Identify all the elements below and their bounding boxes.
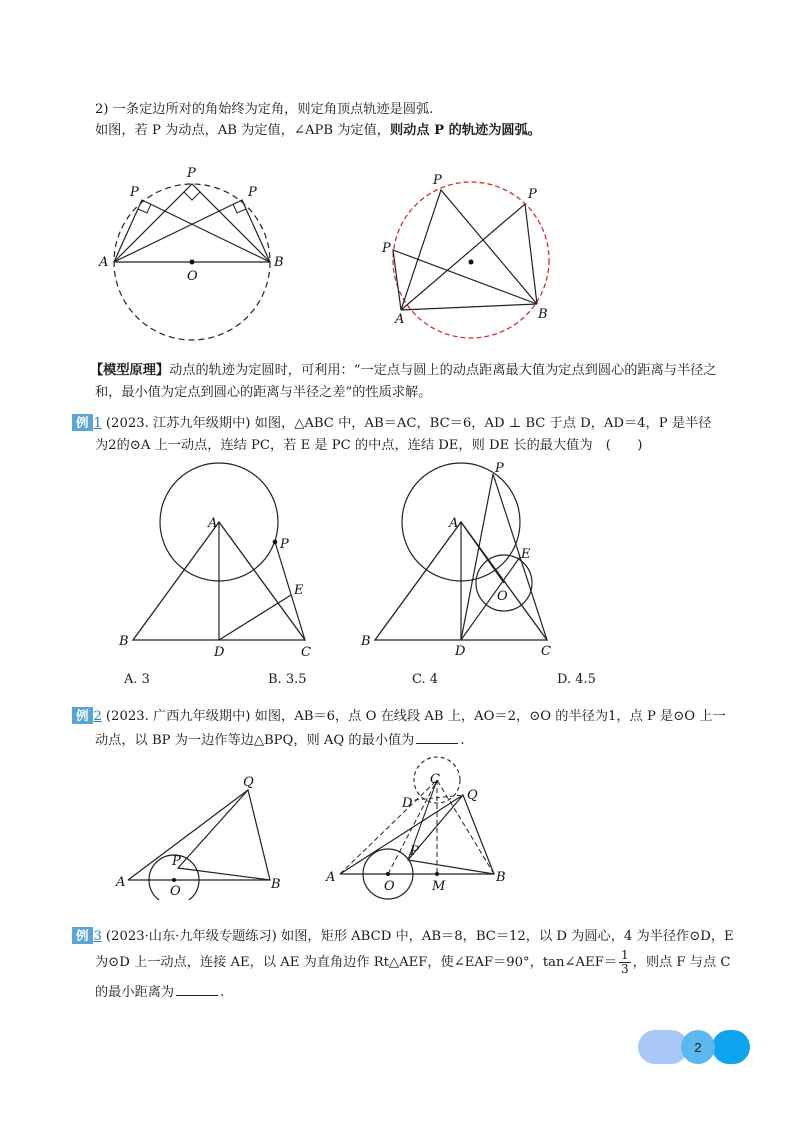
segment-de bbox=[219, 595, 291, 640]
label-b: B bbox=[496, 870, 506, 885]
example2-figure-right bbox=[320, 755, 520, 900]
answer-blank bbox=[416, 731, 458, 744]
figure-fixed-angle-circle bbox=[375, 170, 565, 340]
label-a: A bbox=[99, 255, 109, 270]
page-decoration-dot-right bbox=[712, 1030, 750, 1064]
example3-line1 bbox=[72, 927, 734, 946]
label-e: E bbox=[294, 583, 304, 598]
example1-line2: 为2的⊙A 上一动点，连结 PC，若 E 是 PC 的中点，连结 DE，则 DE 长的最大值为 ( ) bbox=[95, 438, 643, 453]
example2-text: (2023. 广西九年级期中) 如图，AB＝6，点 O 在线段 AB 上，AO＝2，⊙O 的半径为1，点 P 是⊙O 上一 bbox=[105, 709, 726, 724]
center-o bbox=[386, 872, 390, 876]
triangle-bpq bbox=[408, 795, 494, 874]
label-o: O bbox=[187, 269, 198, 284]
example2-badge: 例 bbox=[72, 707, 93, 724]
example3-line3 bbox=[95, 983, 224, 1002]
model-label: 【模型原理】 bbox=[90, 363, 170, 378]
example2-line1 bbox=[72, 707, 726, 726]
label-a: A bbox=[326, 870, 336, 885]
label-p: P bbox=[172, 854, 181, 869]
model-text: 动点的轨迹为定圆时，可利用：“一定点与圆上的动点距离最大值为定点到圆心的距离与半径之 bbox=[169, 363, 717, 378]
label-b: B bbox=[361, 634, 371, 649]
choice-a: A. 3 bbox=[124, 672, 150, 687]
label-p: P bbox=[495, 461, 504, 476]
triangle-p3 bbox=[393, 250, 537, 310]
example3-text-2: 为⊙D 上一动点，连接 AE，以 AE 为直角边作 Rt△AEF，使∠EAF＝90°，tan∠AEF＝ bbox=[95, 955, 618, 970]
label-a: A bbox=[395, 312, 405, 327]
label-p-right: P bbox=[248, 185, 257, 200]
dashed-ac bbox=[340, 780, 437, 874]
label-c: C bbox=[301, 645, 311, 660]
example3-text: (2023·山东·九年级专题练习) 如图，矩形 ABCD 中，AB＝8，BC＝12，以 D 为圆心，4 为半径作⊙D，E bbox=[105, 929, 734, 944]
label-p: P bbox=[410, 844, 419, 859]
choice-b: B. 3.5 bbox=[268, 672, 307, 687]
triangle-p2 bbox=[401, 204, 537, 310]
triangle-bpq bbox=[178, 790, 270, 880]
label-d: D bbox=[455, 644, 466, 659]
center-dot bbox=[190, 260, 195, 265]
example2-number: 2 bbox=[93, 709, 102, 724]
example1-line1 bbox=[72, 414, 711, 433]
point-p bbox=[273, 540, 278, 545]
label-c: C bbox=[430, 772, 440, 787]
segment-de bbox=[461, 557, 520, 640]
label-p-left: P bbox=[130, 185, 139, 200]
example3-text-3: ，则点 F 与点 C bbox=[632, 955, 731, 970]
example3-suffix: . bbox=[220, 985, 225, 1000]
fraction-one-third bbox=[619, 949, 631, 976]
example3-text-4: 的最小距离为 bbox=[95, 985, 175, 1000]
label-a: A bbox=[208, 516, 218, 531]
label-b: B bbox=[538, 307, 548, 322]
description-text: 如图，若 P 为动点，AB 为定值，∠APB 为定值， bbox=[95, 123, 390, 138]
example1-figure-right bbox=[355, 458, 570, 663]
example3-number: 3 bbox=[93, 929, 102, 944]
description-bold: 则动点 P 的轨迹为圆弧。 bbox=[390, 123, 541, 138]
example2-figure-left bbox=[110, 770, 290, 900]
choice-c: C. 4 bbox=[412, 672, 439, 687]
segment-aq bbox=[128, 790, 248, 880]
section-heading: 2) 一条定边所对的角始终为定角，则定角顶点轨迹是圆弧. bbox=[95, 102, 434, 117]
example1-text: (2023. 江苏九年级期中) 如图，△ABC 中，AB＝AC，BC＝6，AD ⊥ BC 于点 D，AD＝4，P 是半径 bbox=[105, 416, 712, 431]
label-o: O bbox=[384, 879, 395, 894]
label-d: D bbox=[214, 645, 225, 660]
example1-number: 1 bbox=[93, 416, 102, 431]
segment-ab bbox=[401, 304, 537, 310]
fraction-denominator: 3 bbox=[621, 962, 629, 976]
example2-suffix: . bbox=[460, 733, 465, 748]
fraction-numerator: 1 bbox=[621, 948, 629, 962]
figure-right-angle-circle bbox=[90, 160, 290, 350]
center-dot bbox=[469, 260, 474, 265]
label-o: O bbox=[170, 884, 181, 899]
dashed-bc bbox=[437, 780, 494, 874]
page-number: 2 bbox=[681, 1030, 715, 1064]
label-c: C bbox=[541, 644, 551, 659]
label-o: O bbox=[497, 589, 508, 604]
label-a: A bbox=[116, 875, 126, 890]
label-p-top: P bbox=[187, 166, 196, 181]
label-a: A bbox=[449, 516, 459, 531]
example1-figure-left bbox=[115, 460, 330, 665]
label-q: Q bbox=[467, 788, 478, 803]
segment-pd bbox=[461, 474, 493, 640]
label-m: M bbox=[432, 879, 446, 894]
example3-badge: 例 bbox=[72, 927, 93, 944]
label-q: Q bbox=[243, 775, 254, 790]
label-b: B bbox=[271, 877, 281, 892]
model-principle-line2: 和，最小值为定点到圆心的距离与半径之差”的性质求解。 bbox=[95, 385, 432, 400]
label-e: E bbox=[521, 547, 531, 562]
choice-d: D. 4.5 bbox=[557, 672, 596, 687]
label-p1: P bbox=[433, 173, 442, 188]
example2-line2 bbox=[95, 731, 465, 750]
label-p3: P bbox=[382, 241, 391, 256]
model-principle-line1 bbox=[90, 362, 717, 380]
center-o bbox=[172, 878, 176, 882]
section-description bbox=[95, 122, 541, 140]
label-p2: P bbox=[528, 187, 537, 202]
example1-badge: 例 bbox=[72, 414, 93, 431]
label-d: D bbox=[402, 796, 413, 811]
label-b: B bbox=[274, 255, 284, 270]
example3-line2 bbox=[95, 949, 730, 976]
example2-text-2: 动点，以 BP 为一边作等边△BPQ，则 AQ 的最小值为 bbox=[95, 733, 415, 748]
label-b: B bbox=[119, 634, 129, 649]
right-angle-mark-top bbox=[184, 192, 200, 200]
answer-blank bbox=[176, 983, 218, 996]
label-p: P bbox=[280, 537, 289, 552]
point-m bbox=[435, 872, 439, 876]
